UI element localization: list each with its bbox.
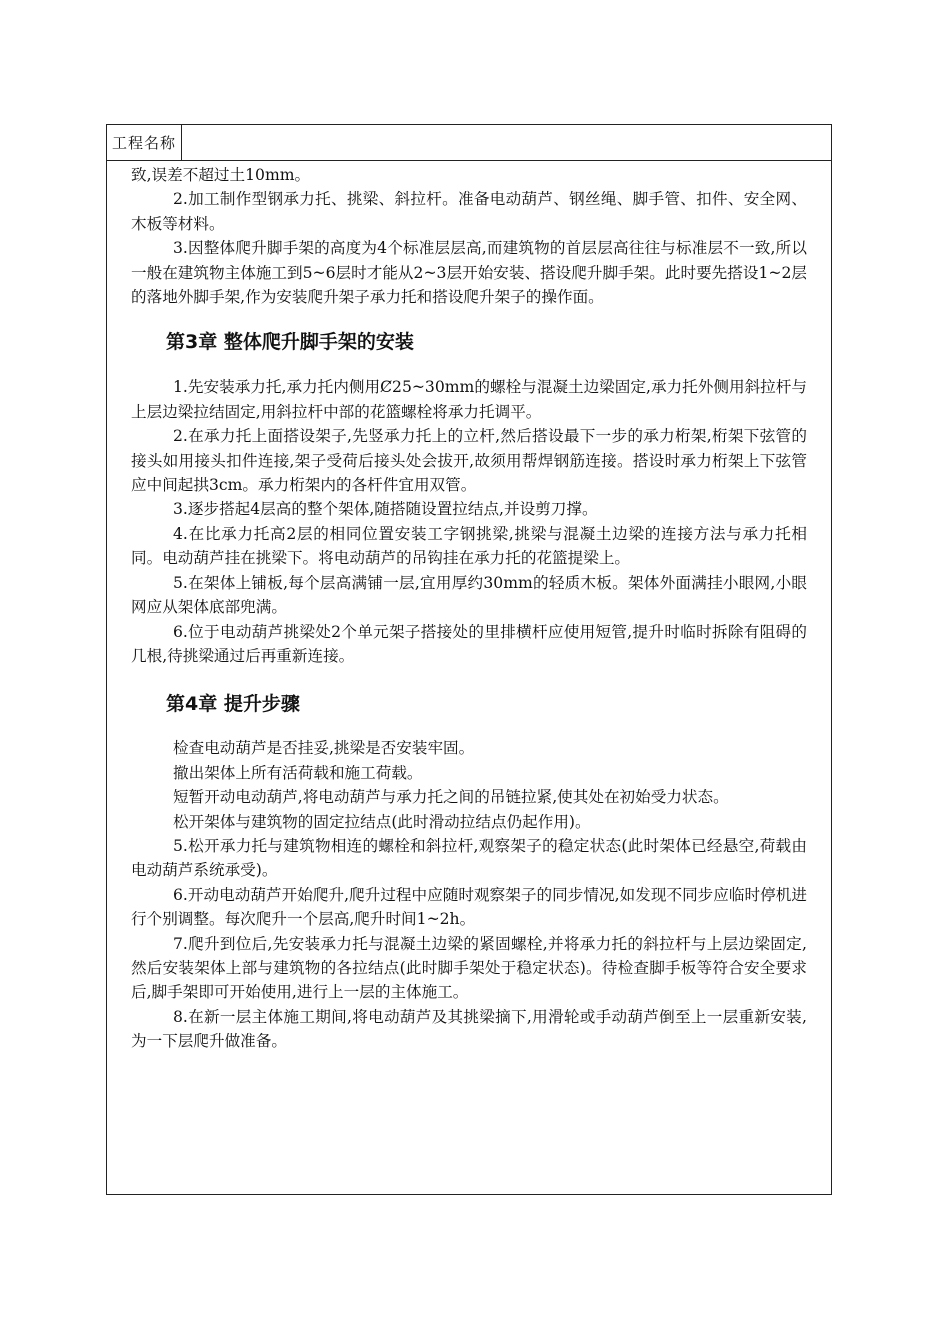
paragraph: 致,误差不超过土10mm。 <box>131 166 311 184</box>
paragraph: 撤出架体上所有活荷载和施工荷载。 <box>173 763 423 782</box>
paragraph: 5.在架体上铺板,每个层高满铺一层,宜用厚约30mm的轻质木板。架体外面满挂小眼网,小眼网应从架体底部兜满。 <box>131 573 807 617</box>
paragraph: 1.先安装承力托,承力托内侧用Ȼ25~30mm的螺栓与混凝土边梁固定,承力托外侧用斜拉杆与上层边梁拉结固定,用斜拉杆中部的花篮螺栓将承力托调平。 <box>131 378 807 421</box>
paragraph: 6.位于电动葫芦挑梁处2个单元架子搭接处的里排横杆应使用短管,提升时临时拆除有阻碍的几根,待挑梁通过后再重新连接。 <box>131 622 807 665</box>
paragraph: 7.爬升到位后,先安装承力托与混凝土边梁的紧固螺栓,并将承力托的斜拉杆与上层边梁固定,然后安装架体上部与建筑物的各拉结点(此时脚手架处于稳定状态)。待检查脚手板等符合安全要求后,脚手架即可开始使用,进行上一层的主体施工。 <box>131 934 807 1002</box>
paragraph: 2.在承力托上面搭设架子,先竖承力托上的立杆,然后搭设最下一步的承力桁架,桁架下弦管的接头如用接头扣件连接,架子受荷后接头处会拔开,故须用帮焊钢筋连接。搭设时承力桁架上下弦管应中间起拱3cm。承力桁架内的各杆件宜用双管。 <box>131 427 807 495</box>
document-table <box>106 124 832 1195</box>
document-body <box>131 163 807 1054</box>
paragraph: 2.加工制作型钢承力托、挑梁、斜拉杆。准备电动葫芦、钢丝绳、脚手管、扣件、安全网、木板等材料。 <box>131 190 807 233</box>
paragraph: 3.因整体爬升脚手架的高度为4个标准层层高,而建筑物的首层层高往往与标准层不一致,所以一般在建筑物主体施工到5~6层时才能从2~3层开始安装、搭设爬升脚手架。此时要先搭设1~2层的落地外脚手架,作为安装爬升架子承力托和搭设爬升架子的操作面。 <box>131 239 807 307</box>
paragraph: 松开架体与建筑物的固定拉结点(此时滑动拉结点仍起作用)。 <box>173 812 591 831</box>
header-row <box>107 125 831 161</box>
chapter-4-heading: 第4章 提升步骤 <box>166 693 300 716</box>
project-name-label: 工程名称 <box>107 125 182 160</box>
paragraph: 3.逐步搭起4层高的整个架体,随搭随设置拉结点,并设剪刀撑。 <box>173 500 598 519</box>
paragraph: 检查电动葫芦是否挂妥,挑梁是否安装牢固。 <box>173 739 475 758</box>
paragraph: 短暂开动电动葫芦,将电动葫芦与承力托之间的吊链拉紧,使其处在初始受力状态。 <box>173 788 729 807</box>
paragraph: 8.在新一层主体施工期间,将电动葫芦及其挑梁摘下,用滑轮或手动葫芦倒至上一层重新安装,为一下层爬升做准备。 <box>131 1007 807 1051</box>
project-name-value <box>183 125 831 160</box>
paragraph: 4.在比承力托高2层的相同位置安装工字钢挑梁,挑梁与混凝土边梁的连接方法与承力托相同。电动葫芦挂在挑梁下。将电动葫芦的吊钩挂在承力托的花篮提梁上。 <box>131 524 807 568</box>
paragraph: 5.松开承力托与建筑物相连的螺栓和斜拉杆,观察架子的稳定状态(此时架体已经悬空,荷载由电动葫芦系统承受)。 <box>131 836 807 880</box>
chapter-3-heading: 第3章 整体爬升脚手架的安装 <box>166 331 414 354</box>
paragraph: 6.开动电动葫芦开始爬升,爬升过程中应随时观察架子的同步情况,如发现不同步应临时停机进行个别调整。每次爬升一个层高,爬升时间1~2h。 <box>131 885 807 929</box>
